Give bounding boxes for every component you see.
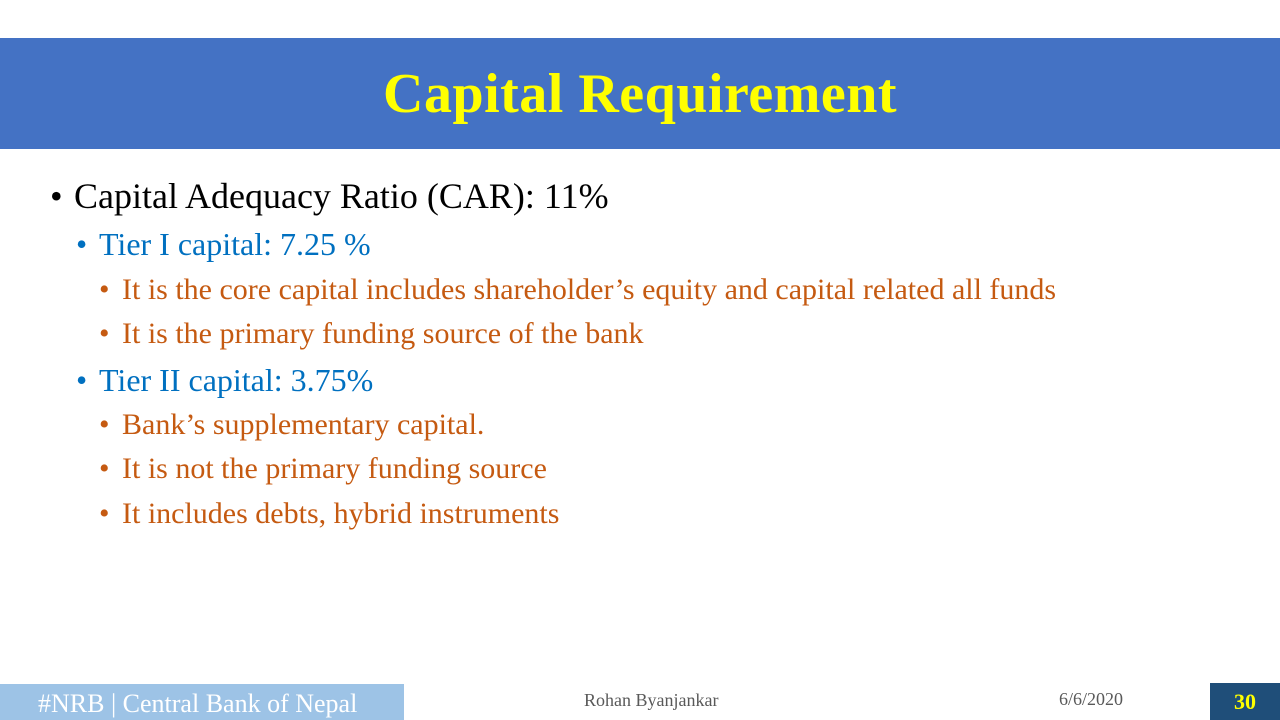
footer-author: Rohan Byanjankar [584, 690, 719, 710]
bullet-text: Tier I capital: 7.25 % [99, 226, 371, 262]
bullet-marker: • [99, 452, 110, 485]
bullet-marker: • [50, 176, 63, 216]
bullet-tier2 [76, 364, 373, 396]
footer-date: 6/6/2020 [1059, 689, 1124, 709]
bullet-tier1-primary [99, 319, 644, 349]
bullet-marker: • [99, 273, 110, 306]
bullet-text: It is the core capital includes shareholder’s equity and capital related all funds [122, 273, 1057, 306]
bullet-text: Capital Adequacy Ratio (CAR): 11% [74, 176, 609, 216]
bullet-text: It is the primary funding source of the bank [122, 317, 644, 350]
bullet-text: It is not the primary funding source [122, 452, 547, 485]
bullet-car [50, 178, 609, 214]
bullet-marker: • [76, 226, 88, 262]
bullet-text: Tier II capital: 3.75% [99, 362, 374, 398]
page-number: 30 [1234, 688, 1256, 714]
bullet-marker: • [99, 317, 110, 350]
page-number-badge [1210, 683, 1280, 720]
bullet-marker: • [76, 362, 88, 398]
bullet-marker: • [99, 497, 110, 530]
bullet-text: Bank’s supplementary capital. [122, 408, 485, 441]
bullet-marker: • [99, 408, 110, 441]
footer-organization [0, 684, 404, 720]
slide-title: Capital Requirement [383, 62, 897, 125]
footer-organization-text: #NRB | Central Bank of Nepal [38, 689, 358, 718]
bullet-text: It includes debts, hybrid instruments [122, 497, 560, 530]
bullet-tier2-supplementary [99, 410, 484, 440]
bullet-tier2-not-primary [99, 454, 547, 484]
bullet-tier1 [76, 228, 371, 260]
bullet-tier2-debts [99, 499, 559, 529]
bullet-tier1-core [99, 275, 1056, 305]
